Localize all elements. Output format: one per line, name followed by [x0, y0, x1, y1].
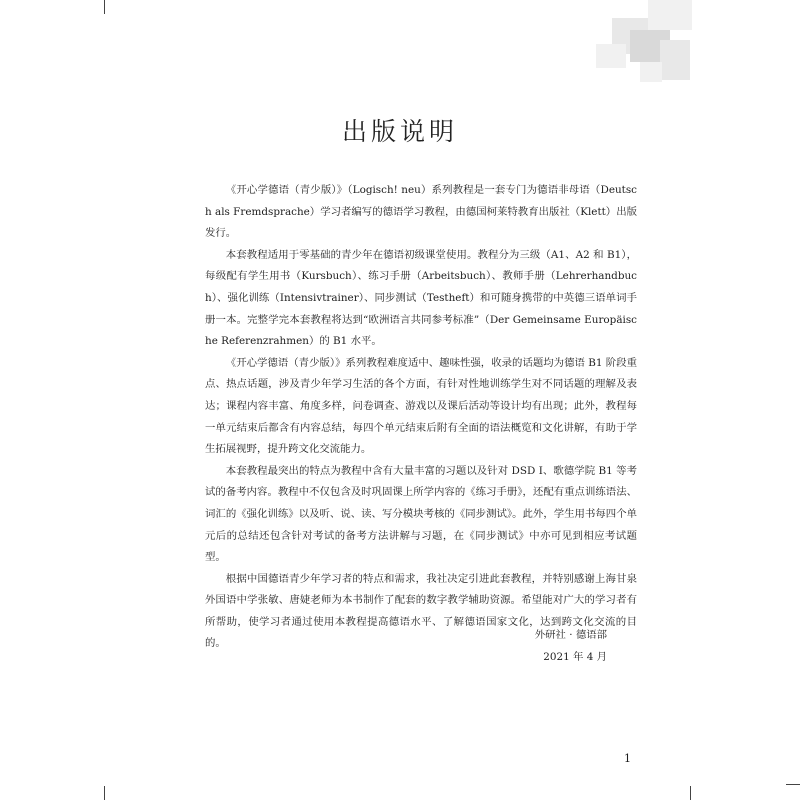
page-number: 1: [624, 752, 631, 765]
signature-date: 2021 年 4 月: [543, 651, 607, 663]
page-title: 出版说明: [341, 117, 458, 146]
paragraph-4: 本套教程最突出的特点为教程中含有大量丰富的习题以及针对 DSD I、歌德学院 B1 等考试的备考内容。教程中不仅包含及时巩固课上所学内容的《练习手册》，还配有重点训练语法、词汇的《强化训练》以及听、说、读、写分模块考核的《同步测试》。此外，学生用书每四个单元后的总结还包含针对考试的备考方法讲解与习题，在《同步测试》中亦可见到相应考试题型。: [205, 464, 637, 564]
crop-mark-bottom-right: [690, 786, 691, 800]
crop-mark-right-edge: [786, 784, 800, 785]
paragraph-1: 《开心学德语（青少版）》（Logisch! neu）系列教程是一套专门为德语非母语（Deutsch als Fremdsprache）学习者编写的德语学习教程，由德国柯莱特教育出版社（Klett）出版发行。: [205, 184, 637, 240]
crop-mark-bottom-left: [104, 786, 105, 800]
signature-publisher: 外研社 · 德语部: [534, 629, 607, 641]
crop-mark-top-left: [104, 0, 105, 14]
document-body: [205, 180, 637, 655]
paragraph-5: 根据中国德语青少年学习者的特点和需求，我社决定引进此套教程，并特别感谢上海甘泉外国语中学张敏、唐婕老师为本书制作了配套的数字教学辅助资源。希望能对广大的学习者有所帮助，使学习者通过使用本教程提高德语水平、了解德语国家文化，达到跨文化交流的目的。: [205, 572, 637, 650]
paragraph-3: 《开心学德语（青少版）》系列教程难度适中、趣味性强，收录的话题均为德语 B1 阶段重点、热点话题，涉及青少年学习生活的各个方面，有针对性地训练学生对不同话题的理解及表达；课程内容丰富、角度多样，问卷调查、游戏以及课后活动等设计均有出现；此外，教程每一单元结束后都含有内容总结，每四个单元结束后附有全面的语法概览和文化讲解，有助于学生拓展视野，提升跨文化交流能力。: [205, 356, 637, 456]
paragraph-2: 本套教程适用于零基础的青少年在德语初级课堂使用。教程分为三级（A1、A2 和 B1），每级配有学生用书（Kursbuch）、练习手册（Arbeitsbuch）、教师手册（Lehrerhandbuch）、强化训练（Intensivtrainer）、同步测试（Testheft）和可随身携带的中英德三语单词手册一本。完整学完本套教程将达到“欧洲语言共同参考标准”（Der Gemeinsame Europäische Referenzrahmen）的 B1 水平。: [205, 248, 637, 348]
